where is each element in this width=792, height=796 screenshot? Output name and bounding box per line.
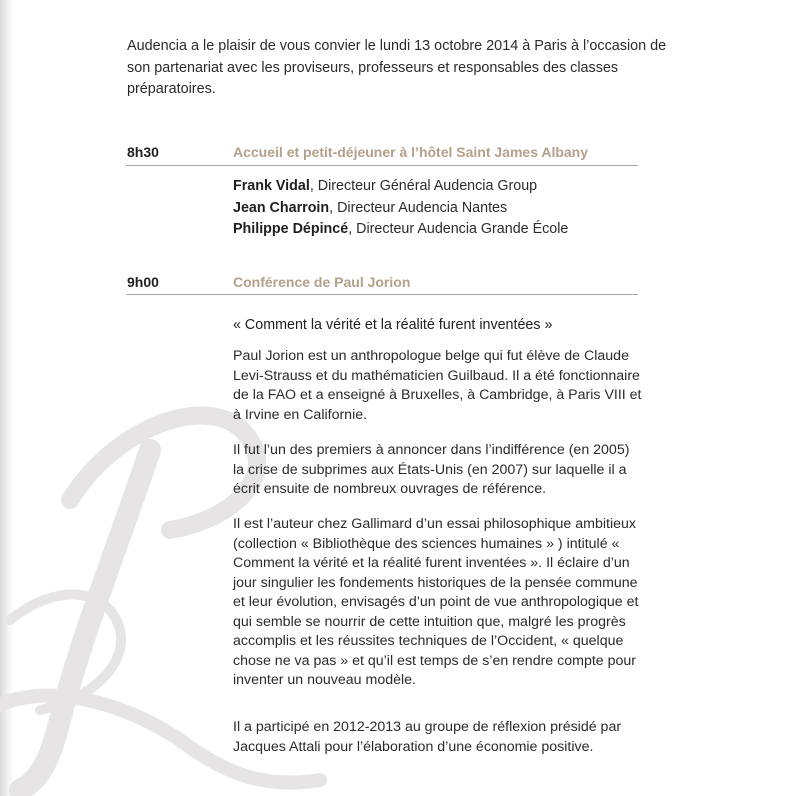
speaker-role: , Directeur Audencia Grande École (348, 221, 569, 237)
section-title: Accueil et petit-déjeuner à l’hôtel Saint James Albany (233, 144, 589, 160)
speaker-line (233, 176, 643, 198)
bio-paragraph: Il fut l’un des premiers à annoncer dans l’indifférence (en 2005) la crise de subprimes aux États-Unis (en 2007) sur laquelle il a écrit ensuite de nombreux ouvrages de référence. (233, 442, 630, 497)
speaker-role: , Directeur Général Audencia Group (309, 178, 538, 194)
section-divider (126, 165, 638, 166)
bio-paragraph: Il est l’auteur chez Gallimard d’un essai philosophique ambitieux (collection « Bibliothèque des sciences humaines » ) intitulé « Comment la vérité et la réalité furent inventées ». Il éclaire d’un jour singulier les fondements historiques de la pensée commune et leur évolution, envisagés d’un point de vue anthropologique et qui semble se nourrir de cette intuition que, malgré les progrès accomplis et les réussites techniques de l’Occident, « quelque chose ne va pas » et qu’il est temps de s’en rendre compte pour inventer un nouveau modèle. (233, 516, 639, 688)
speaker-line (233, 219, 643, 241)
section-divider (126, 294, 638, 295)
section-time: 8h30 (127, 144, 159, 160)
intro-paragraph: Audencia a le plaisir de vous convier le lundi 13 octobre 2014 à Paris à l’occasion de son partenariat avec les proviseurs, professeurs et responsables des classes préparatoires. (127, 38, 667, 97)
speaker-line (233, 198, 643, 220)
section-title: Conférence de Paul Jorion (233, 274, 411, 290)
bio-paragraph: Paul Jorion est un anthropologue belge qui fut élève de Claude Levi-Strauss et du mathématicien Guilbaud. Il a été fonctionnaire de la FAO et a enseigné à Bruxelles, à Cambridge, à Paris VIII et à Irvine en Californie. (233, 348, 642, 423)
bio-paragraph: Il a participé en 2012-2013 au groupe de réflexion présidé par Jacques Attali pour l’élaboration d’une économie positive. (233, 719, 622, 755)
speaker-name: Frank Vidal (233, 178, 310, 194)
section-time: 9h00 (127, 274, 159, 290)
speaker-list (233, 176, 643, 241)
speaker-name: Philippe Dépincé (233, 221, 349, 237)
talk-title: « Comment la vérité et la réalité furent inventées » (233, 317, 553, 333)
speaker-name: Jean Charroin (233, 199, 330, 216)
speaker-role: , Directeur Audencia Nantes (329, 199, 508, 216)
